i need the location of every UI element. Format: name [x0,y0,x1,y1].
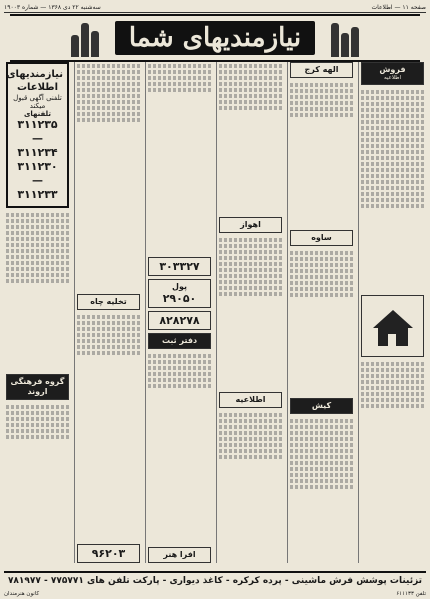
ad-phone-number: ۲۹۰۵۰ [162,292,197,305]
ad-box [290,230,353,246]
ad-text-block [219,62,282,214]
ad-text-block [6,403,69,563]
ad-heading: اطلاعیه [235,394,266,404]
ad-box [148,257,211,276]
ad-heading: فروش [379,65,406,74]
footer-right-note: کانون هنرمندان [4,590,40,597]
ad-heading: تخلیه چاه [90,296,127,306]
ad-box [148,279,211,308]
ad-text-block [219,236,282,388]
ad-box [77,294,140,310]
ad-phone-number: ۳۰۳۳۲۷ [159,260,200,273]
ad-heading: ساوه [311,233,332,242]
ad-column [358,62,426,563]
page-header [4,2,426,13]
ad-heading: پول [172,282,187,291]
ad-column [4,62,71,563]
ad-box [219,392,282,408]
contact-box-phones-label: تلفنهای [23,110,52,118]
ad-phone-number: ۸۲۸۲۷۸ [159,314,200,327]
ad-text-block [148,62,211,254]
ad-heading: کیش [311,401,332,410]
ad-box [6,374,69,400]
newspaper-contact-box [6,62,69,208]
ad-box [361,62,424,85]
ad-text-block [219,411,282,563]
people-illustration-icon [325,19,365,57]
ad-heading: گروه فرهنگی اروند [10,377,65,396]
ad-column [216,62,284,563]
ad-text: اطلاعیه [383,75,402,81]
page-number: صفحه ۱۱ — اطلاعات [371,3,426,11]
people-illustration-icon [65,19,105,57]
contact-box-title: نیازمندیهای اطلاعات [6,69,63,93]
ad-box [290,398,353,414]
contact-phone: ۳۱۱۲۳۰ — ۳۱۱۲۳۳ [17,160,58,201]
footer-notes [4,589,426,598]
ad-column [74,62,142,563]
ad-phone-number: ۹۶۲۰۳ [91,547,126,560]
ad-text-block [290,81,353,227]
ad-column [145,62,213,563]
ad-box [219,217,282,233]
footer-left-note: تلفن ۶۱۱۱۳۳ [396,590,426,597]
ad-heading: الهه کرج [304,65,339,74]
ad-box [148,333,211,349]
masthead [10,14,420,62]
ad-column [287,62,355,563]
ad-box [148,311,211,330]
rooftop-illustration [361,295,424,357]
ad-box [290,62,353,78]
footer-banner: تزئینات پوشش فرش ماشینی - پرده کرکره - کاغذ دیواری - پارکت تلفن های ۷۷۵۷۷۱ - ۷۸۱۹۷۷ [4,571,426,589]
ad-text-block [361,88,424,292]
ad-text-block [77,62,140,291]
ad-text-block [290,417,353,563]
ad-heading: افرا هنر [163,550,196,559]
ad-columns [4,62,426,563]
ad-heading: اهواز [240,220,261,230]
page-date: سه‌شنبه ۲۲ دی ۱۳۶۸ — شماره ۱۹۰۰۳ [4,3,101,11]
ad-text-block [6,211,69,371]
ad-text-block [290,249,353,395]
contact-phone: ۳۱۱۲۳۵ — ۳۱۱۲۳۴ [17,118,58,159]
ad-text-block [148,352,211,544]
ad-heading: دفتر ثبت [161,336,198,345]
ad-box [148,547,211,563]
contact-box-subtitle: تلفنی آگهی قبول میکند [13,94,62,110]
ad-box [77,544,140,563]
ad-text-block [77,313,140,542]
section-title: نیازمندیهای شما [115,21,315,55]
ad-text-block [361,360,424,564]
